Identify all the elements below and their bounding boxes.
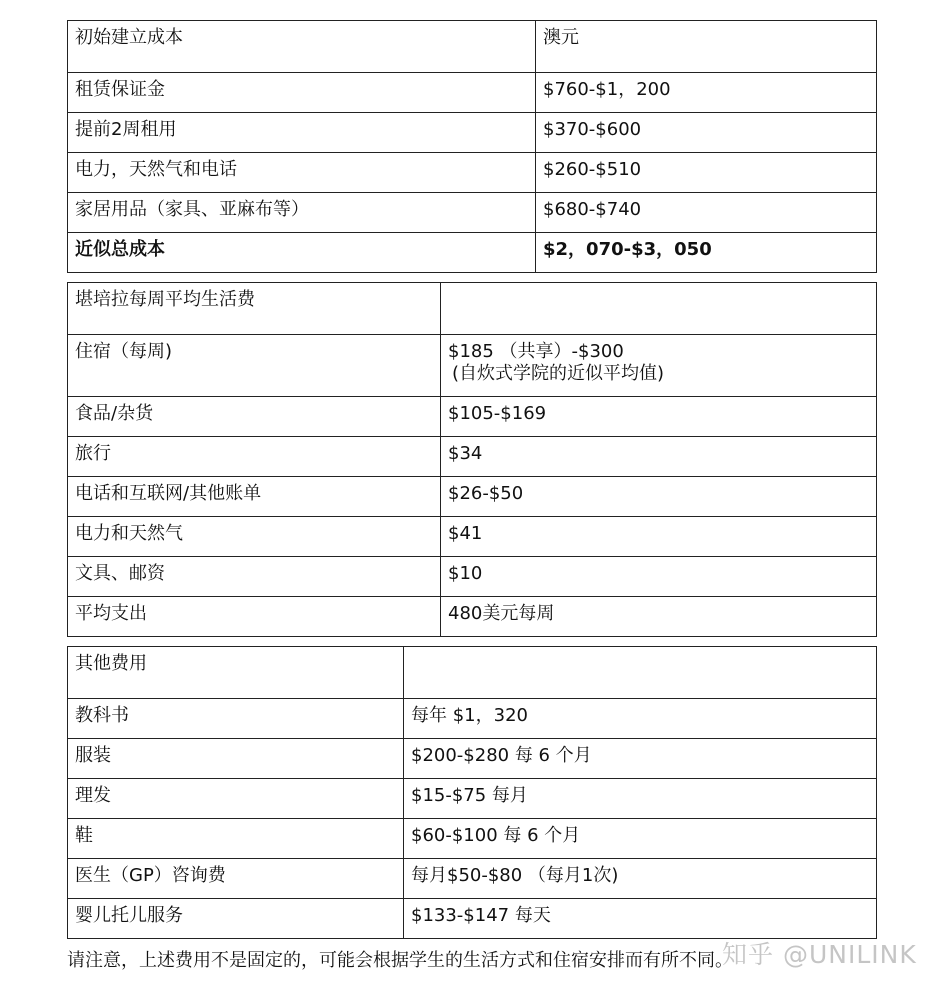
cost-item-label: 住宿（每周) xyxy=(68,335,441,397)
cost-item-label: 鞋 xyxy=(68,819,404,859)
cost-item-label: 电力和天然气 xyxy=(68,517,441,557)
table-row xyxy=(68,819,877,859)
cost-item-value: $260-$510 xyxy=(536,153,877,193)
cost-item-label: 家居用品（家具、亚麻布等） xyxy=(68,193,536,233)
startup-costs-table xyxy=(67,20,877,273)
table-row xyxy=(68,699,877,739)
cost-item-value: 每月$50-$80 （每月1次) xyxy=(404,859,877,899)
cost-item-label: 提前2周租用 xyxy=(68,113,536,153)
total-value: $2，070-$3，050 xyxy=(536,233,877,273)
average-value: 480美元每周 xyxy=(441,597,877,637)
cost-item-label: 婴儿托儿服务 xyxy=(68,899,404,939)
cost-item-label: 医生（GP）咨询费 xyxy=(68,859,404,899)
footnote: 请注意，上述费用不是固定的，可能会根据学生的生活方式和住宿安排而有所不同。 xyxy=(67,950,733,971)
cost-item-label: 食品/杂货 xyxy=(68,397,441,437)
accommodation-range: $185 （共享）-$300 xyxy=(448,341,624,362)
table-row xyxy=(68,153,877,193)
header-cell-empty xyxy=(441,283,877,335)
table-row xyxy=(68,739,877,779)
cost-item-value: $10 xyxy=(441,557,877,597)
cost-item-value: $200-$280 每 6 个月 xyxy=(404,739,877,779)
cost-item-value: 每年 $1，320 xyxy=(404,699,877,739)
cost-item-value: $26-$50 xyxy=(441,477,877,517)
cost-item-label: 理发 xyxy=(68,779,404,819)
cost-item-value: $105-$169 xyxy=(441,397,877,437)
table-row xyxy=(68,899,877,939)
header-cell-item: 堪培拉每周平均生活费 xyxy=(68,283,441,335)
table-row xyxy=(68,113,877,153)
watermark: 知乎 @UNILINK xyxy=(722,940,917,969)
header-cell-empty xyxy=(404,647,877,699)
table-header-row xyxy=(68,283,877,335)
cost-item-label: 租赁保证金 xyxy=(68,73,536,113)
weekly-living-costs-table xyxy=(67,282,877,637)
cost-item-label: 旅行 xyxy=(68,437,441,477)
cost-item-value: $370-$600 xyxy=(536,113,877,153)
table-row xyxy=(68,779,877,819)
cost-item-value: $34 xyxy=(441,437,877,477)
table-row xyxy=(68,437,877,477)
table-row xyxy=(68,859,877,899)
table-row xyxy=(68,557,877,597)
table-row xyxy=(68,517,877,557)
cost-item-value: $41 xyxy=(441,517,877,557)
cost-item-value: $60-$100 每 6 个月 xyxy=(404,819,877,859)
cost-item-value xyxy=(441,335,877,397)
cost-item-value: $760-$1，200 xyxy=(536,73,877,113)
accommodation-note: (自炊式学院的近似平均值) xyxy=(452,363,665,384)
header-cell-item: 初始建立成本 xyxy=(68,21,536,73)
total-row xyxy=(68,233,877,273)
other-costs-table xyxy=(67,646,877,939)
cost-item-value: $133-$147 每天 xyxy=(404,899,877,939)
table-row xyxy=(68,477,877,517)
table-row xyxy=(68,397,877,437)
average-row xyxy=(68,597,877,637)
cost-item-label: 教科书 xyxy=(68,699,404,739)
header-cell-item: 其他费用 xyxy=(68,647,404,699)
table-row xyxy=(68,73,877,113)
cost-item-value: $680-$740 xyxy=(536,193,877,233)
cost-item-label: 电力，天然气和电话 xyxy=(68,153,536,193)
cost-item-label: 服装 xyxy=(68,739,404,779)
table-row xyxy=(68,335,877,397)
header-cell-currency: 澳元 xyxy=(536,21,877,73)
cost-item-label: 电话和互联网/其他账单 xyxy=(68,477,441,517)
table-row xyxy=(68,193,877,233)
cost-item-label: 文具、邮资 xyxy=(68,557,441,597)
average-label: 平均支出 xyxy=(68,597,441,637)
total-label: 近似总成本 xyxy=(68,233,536,273)
table-header-row xyxy=(68,647,877,699)
table-header-row xyxy=(68,21,877,73)
cost-item-value: $15-$75 每月 xyxy=(404,779,877,819)
